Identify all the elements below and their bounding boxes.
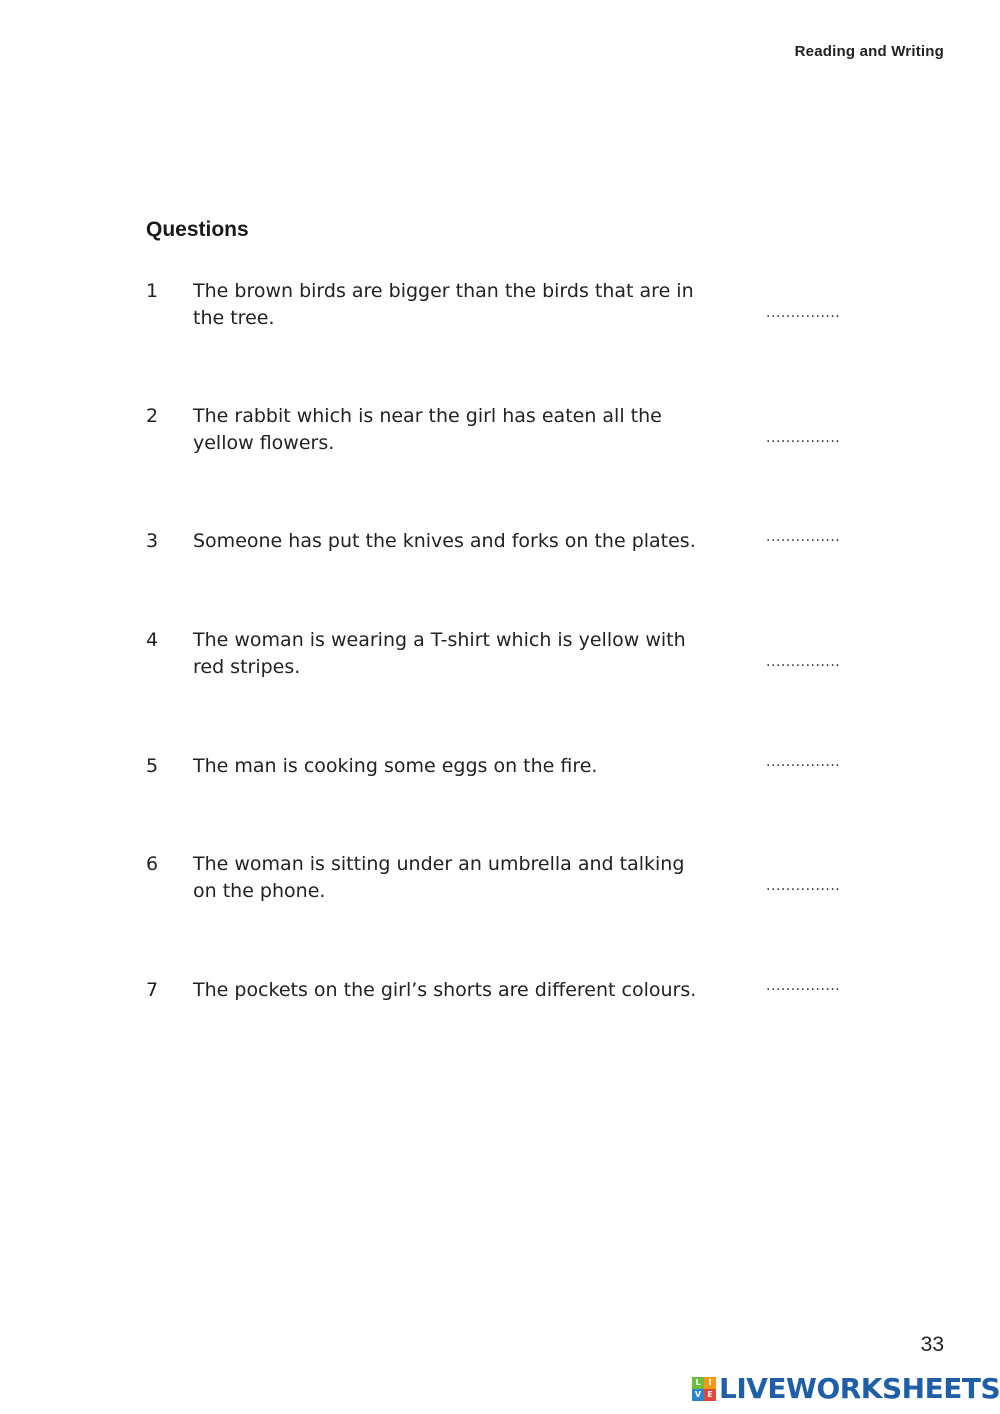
watermark-text: LIVEWORKSHEETS [719,1372,1000,1405]
answer-blank[interactable]: ............... [766,305,841,321]
question-number: 1 [146,280,159,302]
question-text: The man is cooking some eggs on the fire. [193,755,598,777]
logo-letter: I [704,1377,716,1389]
answer-blank[interactable]: ............... [766,978,841,994]
question-3 [146,528,858,588]
question-2 [146,403,858,463]
question-number: 3 [146,530,159,552]
answer-blank[interactable]: ............... [766,754,841,770]
question-text: Someone has put the knives and forks on the plates. [193,530,696,552]
logo-letter: E [704,1389,716,1401]
logo-letter: L [692,1377,704,1389]
questions-heading: Questions [146,218,249,241]
question-6 [146,851,858,911]
question-5 [146,753,858,813]
question-text: The brown birds are bigger than the birds that are in the tree. [193,280,694,329]
question-text: The rabbit which is near the girl has eaten all the yellow flowers. [193,405,662,454]
answer-blank[interactable]: ............... [766,654,841,670]
question-number: 7 [146,979,159,1001]
liveworksheets-logo-icon [692,1377,716,1401]
question-text: The woman is wearing a T-shirt which is yellow with red stripes. [193,629,686,678]
question-number: 6 [146,853,159,875]
question-number: 5 [146,755,159,777]
question-1 [146,278,858,338]
answer-blank[interactable]: ............... [766,430,841,446]
answer-blank[interactable]: ............... [766,878,841,894]
question-7 [146,977,858,1037]
question-text: The woman is sitting under an umbrella and talking on the phone. [193,853,685,902]
question-4 [146,627,858,687]
question-number: 2 [146,405,159,427]
question-text: The pockets on the girl’s shorts are different colours. [193,979,697,1001]
logo-letter: V [692,1389,704,1401]
answer-blank[interactable]: ............... [766,529,841,545]
liveworksheets-watermark[interactable] [692,1373,1000,1405]
page-number: 33 [920,1333,944,1356]
section-title: Reading and Writing [794,43,944,60]
question-number: 4 [146,629,159,651]
